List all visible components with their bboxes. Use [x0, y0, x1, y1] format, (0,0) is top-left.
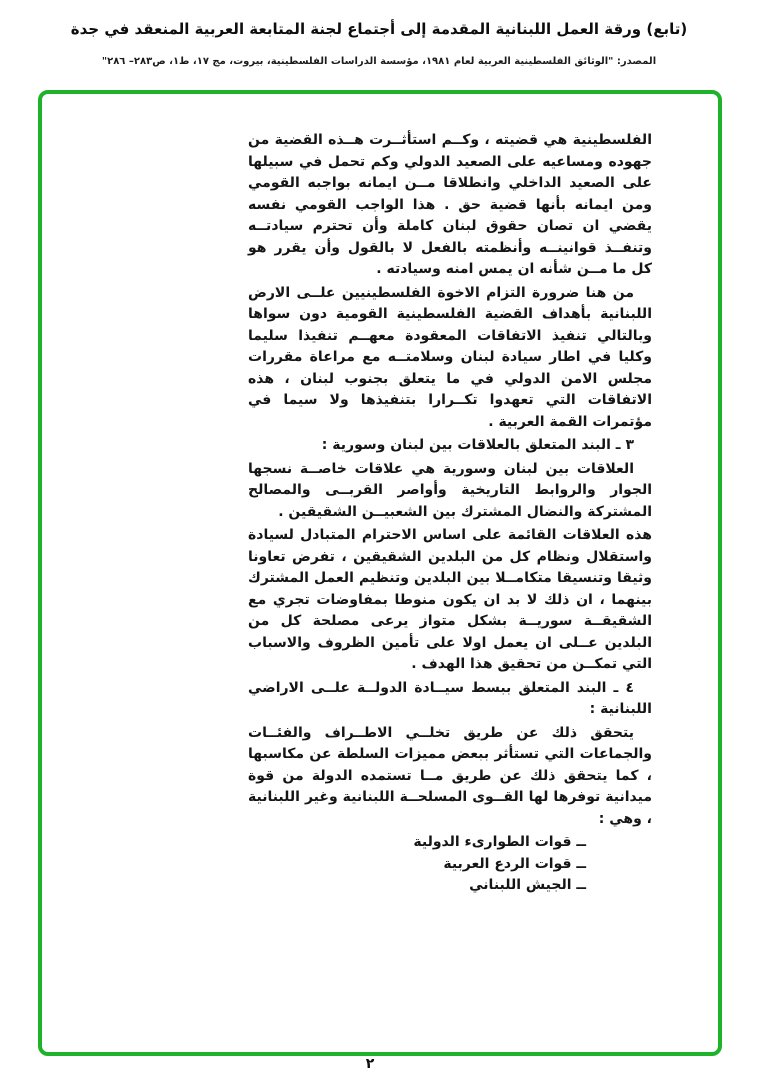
- document-title: (تابع) ورقة العمل اللبنانية المقدمة إلى أجتماع لجنة المتابعة العربية المنعقد في جدة: [70, 20, 688, 38]
- paragraph: ــ قوات الطوارىء الدولية: [413, 834, 586, 850]
- page-number: ٢: [365, 1056, 375, 1072]
- body-text-column: [248, 130, 652, 897]
- paragraph: ــ الجيش اللبناني: [469, 877, 586, 893]
- paragraph: هذه العلاقات القائمة على اساس الاحترام المتبادل لسيادة واستقلال ونظام كل من البلدين الشقيقين ، تفرض تعاونا وثيقا وتنسيقا متكامــلا بين البلدين وتنظيم العمل المشترك بينهما ، ان ذلك لا بد ان يكون منوطا بمفاوضات تجري مع الشقيقــة سوريــة بشكل متواز يرعى مصلحة كل من البلدين عــلى ان يعمل اولا على تأمين الظروف والاسباب التي تمكــن من تحقيق هذا الهدف .: [248, 527, 652, 672]
- paragraph: من هنا ضرورة التزام الاخوة الفلسطينيين علــى الارض اللبنانية بأهداف القضية الفلسطينية القومية دون سواها وبالتالي تنفيذ الاتفاقات المعقودة معهــم تنفيذا سليما وكليا في اطار سيادة لبنان وسلامتــه مع مراعاة مقررات مجلس الامن الدولي في ما يتعلق بجنوب لبنان ، هذه الاتفاقات التي تعهدوا تكــرارا بتنفيذها ولا سيما في مؤتمرات القمة العربية .: [248, 284, 652, 430]
- paragraph: ٤ ـ البند المتعلق ببسط سيــادة الدولــة علــى الاراضي اللبنانية :: [248, 679, 652, 717]
- paragraph: العلاقات بين لبنان وسورية هي علاقات خاصــة نسجها الجوار والروابط التاريخية وأواصر القربــى والمصالح المشتركة والنضال المشترك بين الشعبيــن الشقيقين .: [248, 460, 652, 520]
- source-citation-line: المصدر: "الوثائق الفلسطينية العربية لعام ١٩٨١، مؤسسة الدراسات الفلسطينية، بيروت، مج ١٧، ط١، ص٢٨٣– ٢٨٦": [101, 56, 657, 67]
- paragraph: الفلسطينية هي قضيته ، وكــم استأثــرت هــذه القضية من جهوده ومساعيه على الصعيد الدولي وكم تحمل في سبيلها على الصعيد الداخلي وانطلاقا مــن ايمانه بواجبه القومي ومن ايمانه بأنها قضية حق . هذا الواجب القومي نفسه يقضي ان تصان حقوق لبنان كاملة وأن تحترم سيادتــه وتنفــذ قوانينــه وأنظمته بالفعل لا بالقول وأن يقرر هو كل ما مــن شأنه ان يمس امنه وسيادته .: [248, 132, 652, 277]
- paragraph: ــ قوات الردع العربية: [443, 855, 586, 872]
- paragraph: يتحقق ذلك عن طريق تخلــي الاطــراف والفئــات والجماعات التي تستأثر ببعض مميزات السلطة عن مكاسبها ، كما يتحقق ذلك عن طريق مــا تستمده الدولة من قوة ميدانية توفرها لها القــوى المسلحــة اللبنانية وغير اللبنانية ، وهي :: [248, 724, 652, 827]
- paragraph: ٣ ـ البند المتعلق بالعلاقات بين لبنان وسورية :: [321, 437, 634, 453]
- green-border-frame: [38, 90, 722, 1056]
